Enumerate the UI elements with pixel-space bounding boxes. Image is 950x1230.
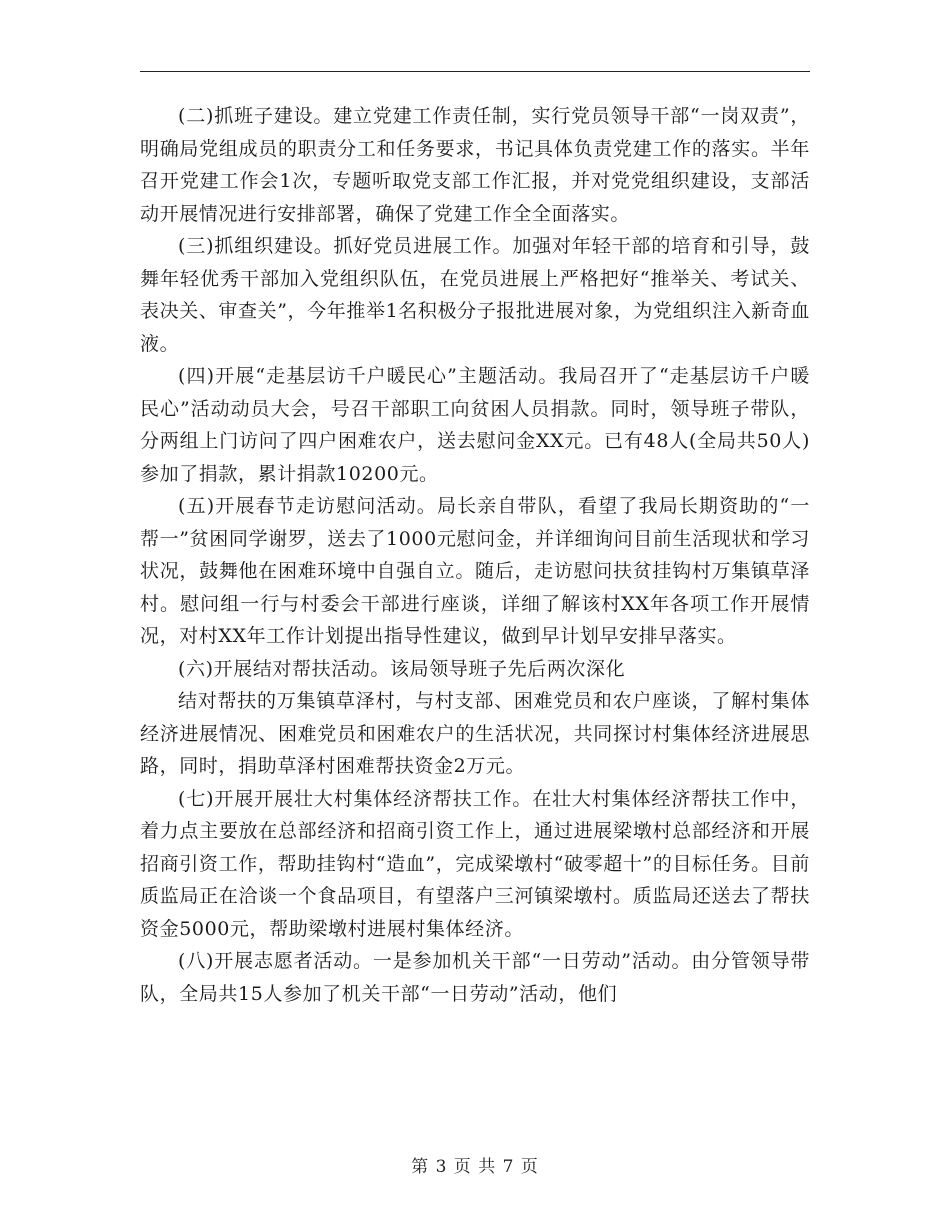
paragraph-2: (二)抓班子建设。建立党建工作责任制，实行党员领导干部“一岗双责”，明确局党组成员的职责分工和任务要求，书记具体负责党建工作的落实。半年召开党建工作会1次，专题听取党支部工作汇报，并对党党组织建设，支部活动开展情况进行安排部署，确保了党建工作全全面落实。 bbox=[140, 105, 810, 225]
paragraph-6: (六)开展结对帮扶活动。该局领导班子先后两次深化 bbox=[178, 657, 626, 680]
paragraph-6-continued: 结对帮扶的万集镇草泽村，与村支部、困难党员和农户座谈，了解村集体经济进展情况、困难党员和困难农户的生活状况，共同探讨村集体经济进展思路，同时，捐助草泽村困难帮扶资金2万元。 bbox=[140, 690, 810, 777]
paragraph-3: (三)抓组织建设。抓好党员进展工作。加强对年轻干部的培育和引导，鼓舞年轻优秀干部加入党组织队伍，在党员进展上严格把好“推举关、考试关、表决关、审查关”，今年推举1名积极分子报批进展对象，为党组织注入新奇血液。 bbox=[140, 235, 810, 355]
header-rule bbox=[140, 71, 810, 72]
paragraph-8: (八)开展志愿者活动。一是参加机关干部“一日劳动”活动。由分管领导带队，全局共15人参加了机关干部“一日劳动”活动，他们 bbox=[140, 950, 810, 1005]
document-body bbox=[140, 100, 810, 1010]
page-footer: 第 3 页 共 7 页 bbox=[411, 1157, 539, 1177]
paragraph-5: (五)开展春节走访慰问活动。局长亲自带队，看望了我局长期资助的“一帮一”贫困同学谢罗，送去了1000元慰问金，并详细询问目前生活现状和学习状况，鼓舞他在困难环境中自强自立。随后，走访慰问扶贫挂钩村万集镇草泽村。慰问组一行与村委会干部进行座谈，详细了解该村XX年各项工作开展情况，对村XX年工作计划提出指导性建议，做到早计划早安排早落实。 bbox=[140, 495, 810, 647]
paragraph-4: (四)开展“走基层访千户暖民心”主题活动。我局召开了“走基层访千户暖民心”活动动员大会，号召干部职工向贫困人员捐款。同时，领导班子带队，分两组上门访问了四户困难农户，送去慰问金XX元。已有48人(全局共50人)参加了捐款，累计捐款10200元。 bbox=[140, 365, 810, 485]
paragraph-7: (七)开展开展壮大村集体经济帮扶工作。在壮大村集体经济帮扶工作中，着力点主要放在总部经济和招商引资工作上，通过进展梁墩村总部经济和开展招商引资工作，帮助挂钩村“造血”，完成梁墩村“破零超十”的目标任务。目前质监局正在洽谈一个食品项目，有望落户三河镇梁墩村。质监局还送去了帮扶资金5000元，帮助梁墩村进展村集体经济。 bbox=[140, 787, 810, 940]
